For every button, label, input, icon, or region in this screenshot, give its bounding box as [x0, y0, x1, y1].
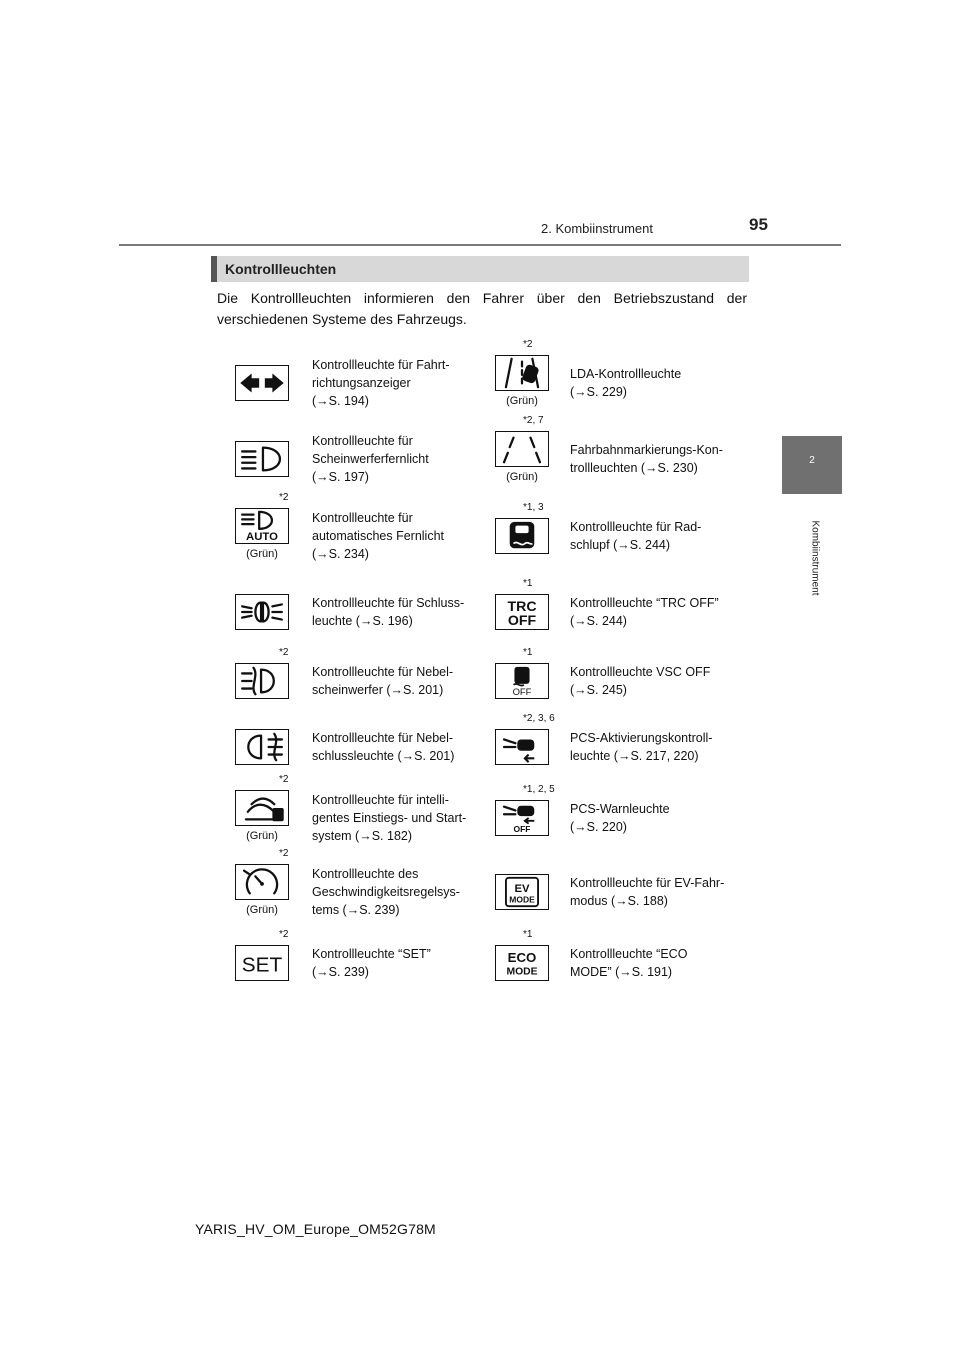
indicator-cell-left — [217, 492, 485, 575]
indicator-cell-right — [479, 497, 747, 575]
indicator-description: Kontrollleuchte für automatisches Fernlicht (→S. 234) — [312, 511, 445, 561]
chapter-tab-number: 2 — [809, 455, 815, 466]
lane-markings-icon — [495, 431, 549, 467]
indicator-description: Kontrollleuchte für intelli- gentes Einstiegs- und Start- system (→S. 182) — [312, 793, 467, 843]
indicator-cell-right — [479, 855, 747, 928]
indicator-description: Kontrollleuchte für Rad- schlupf (→S. 244) — [570, 520, 702, 552]
footnote-mark: *2 — [523, 338, 533, 350]
footnote-mark: *2, 7 — [523, 414, 544, 426]
svg-text:OFF: OFF — [512, 686, 532, 698]
table-row — [217, 492, 747, 575]
indicator-description: Kontrollleuchte “TRC OFF” (→S. 244) — [570, 596, 719, 628]
footnote-mark: *2 — [279, 773, 289, 785]
indicator-cell-left — [217, 648, 485, 713]
section-heading: Kontrollleuchten — [211, 256, 749, 282]
slip-icon — [495, 518, 549, 554]
high-beam-icon — [235, 441, 289, 477]
indicator-description: Kontrollleuchte VSC OFF (→S. 245) — [570, 665, 711, 697]
footnote-mark: *2, 3, 6 — [523, 712, 555, 724]
page-number: 95 — [749, 215, 768, 234]
indicator-cell-right — [479, 713, 747, 780]
svg-text:ECO: ECO — [507, 950, 537, 966]
indicator-description: Kontrollleuchte des Geschwindigkeitsregelsys- tems (→S. 239) — [312, 867, 460, 917]
table-row — [217, 414, 747, 497]
green-label: (Grün) — [246, 548, 278, 560]
header-rule — [119, 244, 841, 246]
intro-paragraph: Die Kontrollleuchten informieren den Fahrer über den Betriebszustand der verschiedenen Systeme des Fahrzeugs. — [217, 290, 747, 327]
indicator-cell-left — [217, 713, 485, 780]
footnote-mark: *1, 3 — [523, 502, 544, 513]
indicator-cell-left — [217, 928, 485, 998]
indicator-cell-right — [479, 575, 747, 648]
svg-text:MODE: MODE — [506, 966, 538, 978]
indicator-cell-left — [217, 773, 485, 855]
smart-key-icon — [235, 790, 289, 826]
indicator-description: Fahrbahnmarkierungs-Kon- trollleuchten (→S. 230) — [570, 443, 723, 475]
table-row — [217, 575, 747, 648]
svg-text:TRC: TRC — [507, 598, 537, 615]
turn-signal-icon — [235, 365, 289, 401]
indicator-description: Kontrollleuchte “ECO MODE” (→S. 191) — [570, 947, 688, 979]
svg-text:SET: SET — [241, 953, 283, 977]
indicator-description: Kontrollleuchte für Nebel- scheinwerfer (→S. 201) — [312, 665, 454, 697]
footnote-mark: *2 — [279, 929, 289, 940]
footnote-mark: *1 — [523, 577, 533, 589]
eco-mode-icon — [495, 945, 549, 981]
indicator-description: PCS-Warnleuchte (→S. 220) — [570, 802, 670, 834]
table-row — [217, 713, 747, 780]
indicator-cell-right — [479, 648, 747, 713]
footnote-mark: *2 — [279, 646, 289, 658]
indicator-description: Kontrollleuchte für EV-Fahr- modus (→S. 188) — [570, 876, 725, 908]
footnote-mark: *2 — [279, 847, 289, 859]
indicator-description: Kontrollleuchte für Scheinwerferfernlicht (→S. 197) — [312, 434, 429, 484]
indicator-cell-left — [217, 345, 485, 420]
pcs-icon — [495, 729, 549, 765]
running-header-section: 2. Kombiinstrument — [541, 221, 653, 236]
front-fog-icon — [235, 663, 289, 699]
rear-fog-icon — [235, 729, 289, 765]
footnote-mark: *1 — [523, 929, 533, 940]
indicator-description: PCS-Aktivierungskontroll- leuchte (→S. 217, 220) — [570, 731, 713, 763]
green-label: (Grün) — [506, 470, 538, 483]
indicator-description: LDA-Kontrollleuchte (→S. 229) — [570, 367, 682, 399]
indicator-cell-left — [217, 575, 485, 648]
ev-mode-icon — [495, 874, 549, 910]
footnote-mark: *2 — [279, 492, 289, 503]
svg-text:OFF: OFF — [507, 612, 537, 629]
footnote-mark: *1 — [523, 646, 533, 658]
indicator-cell-right — [479, 338, 747, 420]
cruise-control-icon — [235, 864, 289, 900]
table-row — [217, 928, 747, 998]
table-row — [217, 773, 747, 855]
lda-icon — [495, 355, 549, 391]
auto-high-beam-icon — [235, 508, 289, 544]
indicator-description: Kontrollleuchte für Nebel- schlussleuchte (→S. 201) — [312, 731, 455, 763]
green-label: (Grün) — [506, 394, 538, 407]
indicator-cell-right — [479, 414, 747, 497]
vsc-off-icon — [495, 663, 549, 699]
svg-text:OFF: OFF — [513, 823, 531, 834]
green-label: (Grün) — [246, 903, 278, 916]
indicator-description: Kontrollleuchte für Fahrt- richtungsanzeiger (→S. 194) — [312, 358, 450, 408]
trc-off-icon — [495, 594, 549, 630]
set-icon — [235, 945, 289, 981]
pcs-off-icon — [495, 800, 549, 836]
indicator-cell-right — [479, 780, 747, 855]
green-label: (Grün) — [246, 829, 278, 842]
table-row — [217, 648, 747, 713]
footnote-mark: *1, 2, 5 — [523, 783, 555, 795]
tail-light-icon — [235, 594, 289, 630]
svg-text:EV: EV — [514, 882, 530, 895]
chapter-side-label: Kombiinstrument — [809, 520, 821, 596]
indicator-cell-left — [217, 847, 485, 928]
indicator-description: Kontrollleuchte für Schluss- leuchte (→S. 196) — [312, 596, 465, 628]
svg-text:MODE: MODE — [509, 893, 535, 904]
table-row — [217, 847, 747, 928]
indicator-cell-right — [479, 928, 747, 998]
svg-text:AUTO: AUTO — [246, 531, 278, 543]
table-row — [217, 338, 747, 420]
indicator-cell-left — [217, 420, 485, 497]
chapter-tab[interactable] — [782, 436, 842, 494]
document-code: YARIS_HV_OM_Europe_OM52G78M — [195, 1221, 436, 1237]
indicator-description: Kontrollleuchte “SET” (→S. 239) — [312, 947, 431, 979]
